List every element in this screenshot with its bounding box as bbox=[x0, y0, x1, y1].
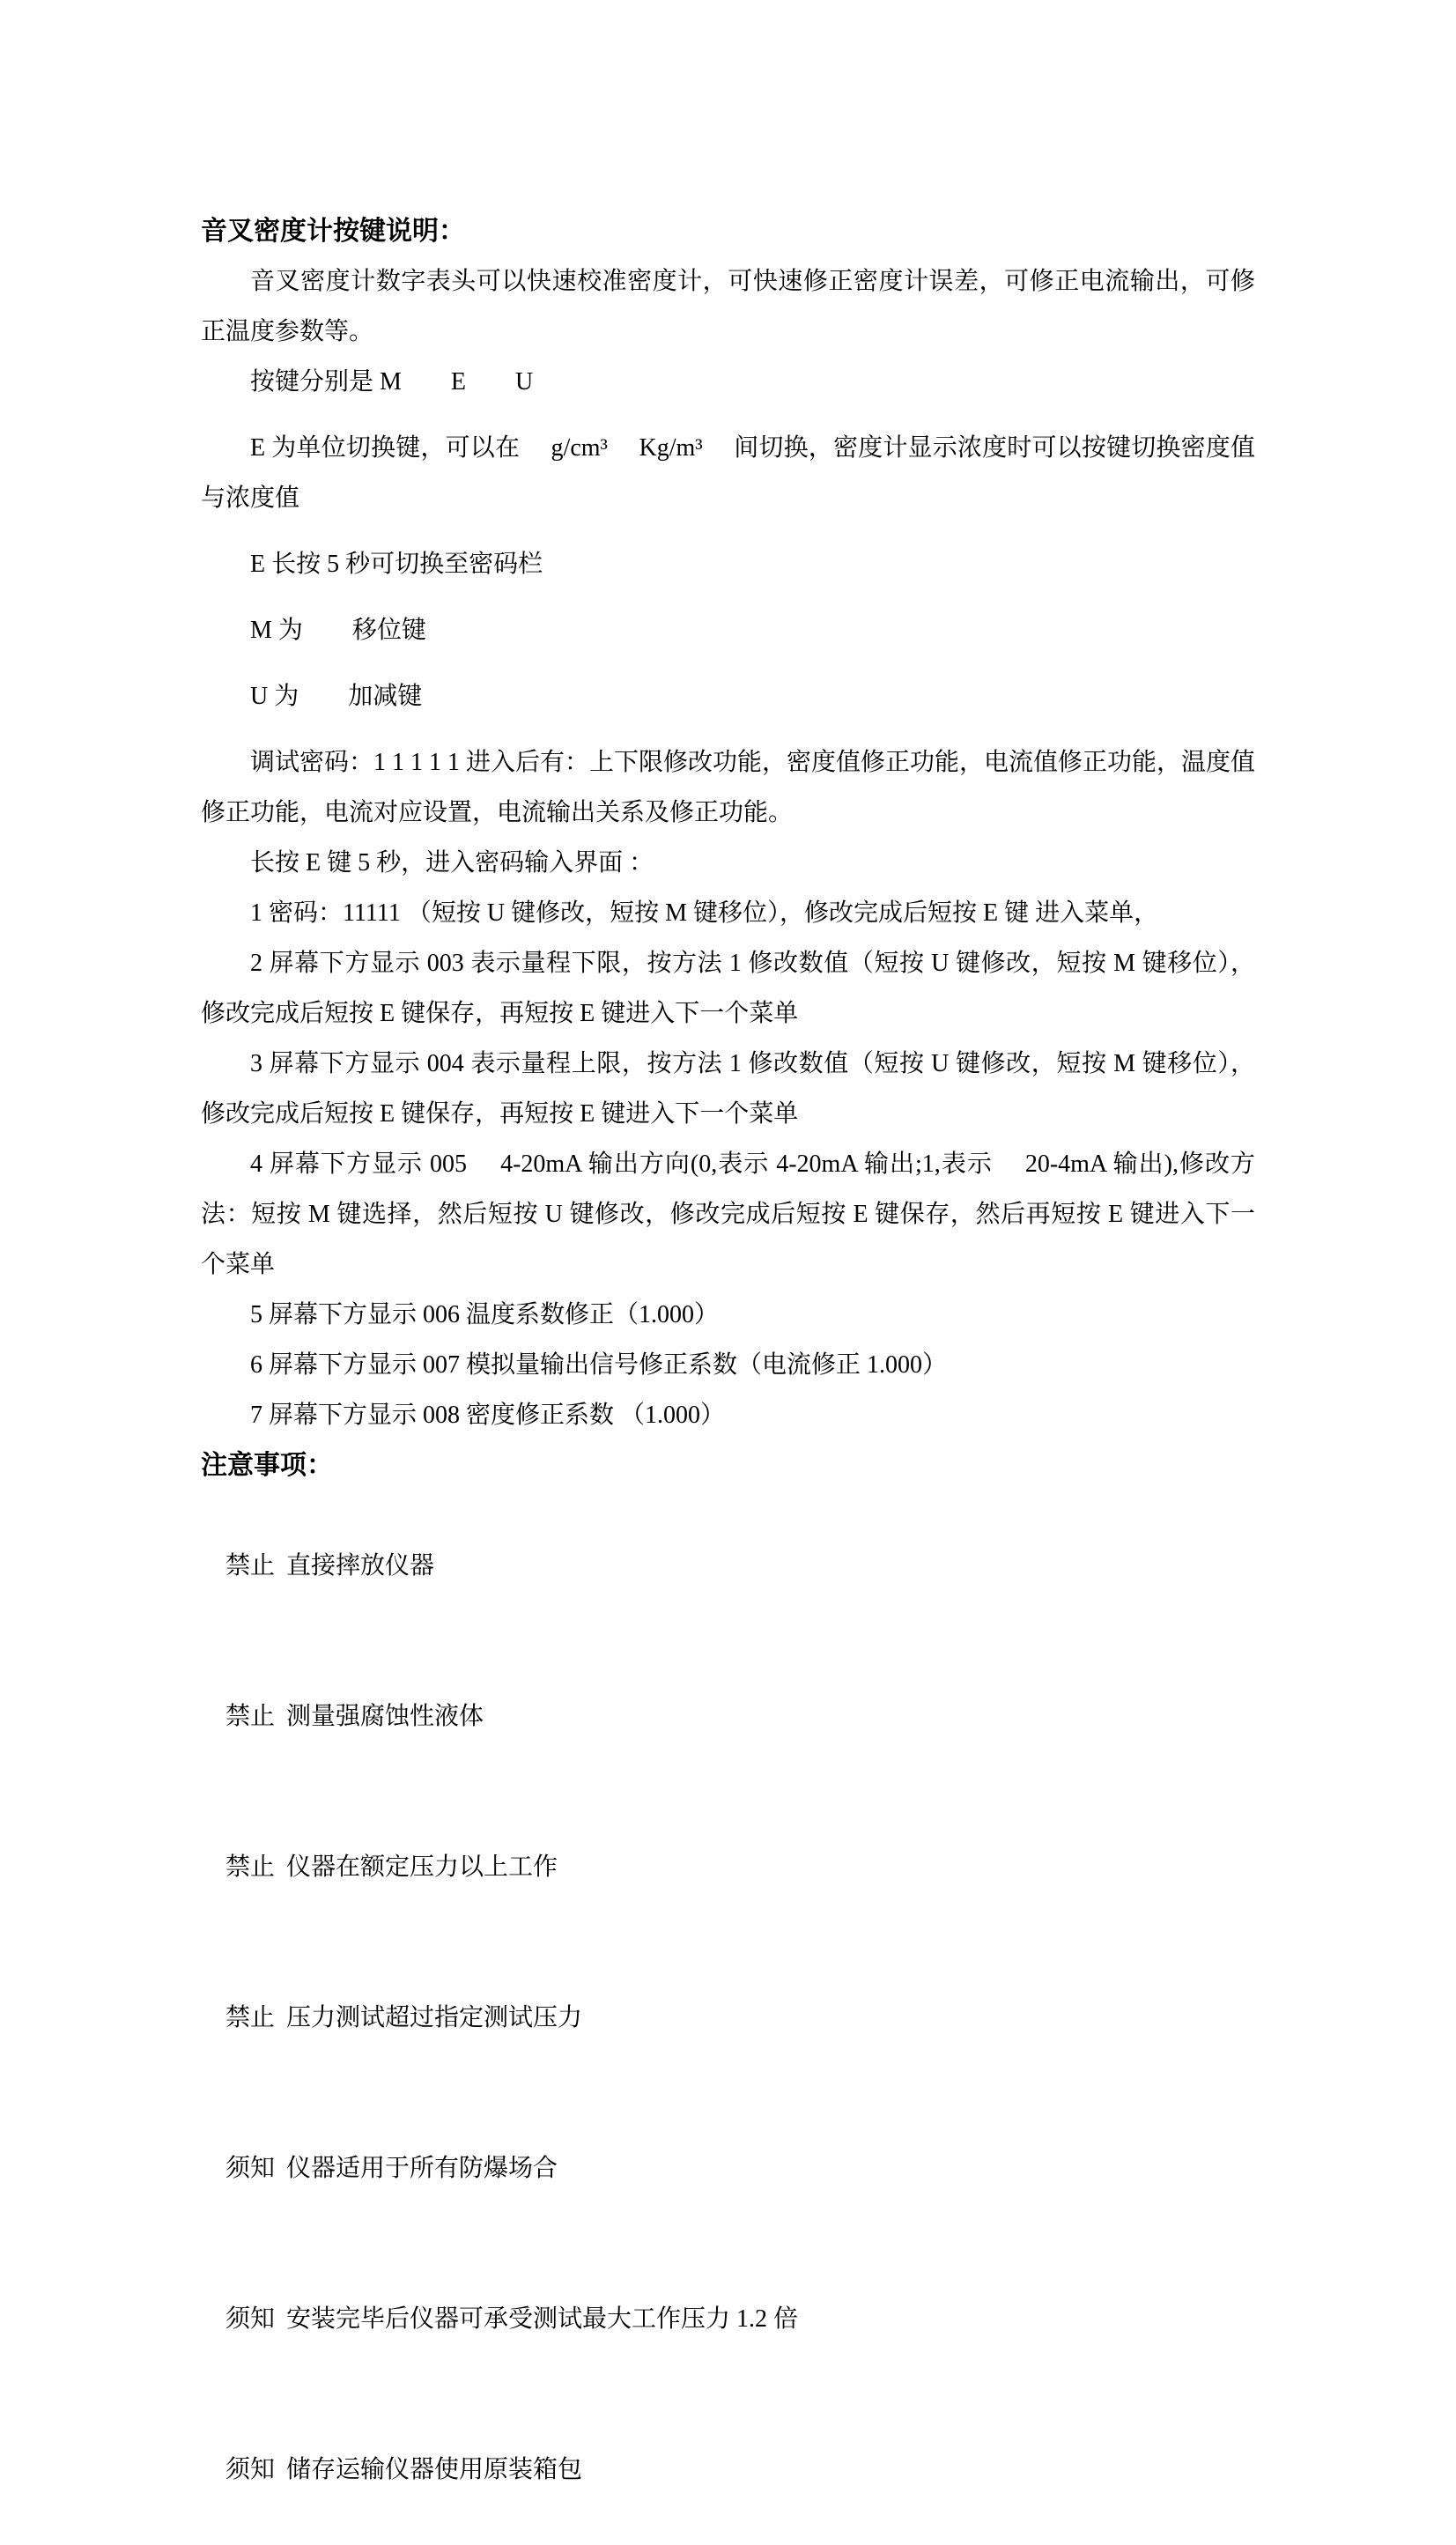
paragraph-enter-menu: 长按 E 键 5 秒，进入密码输入界面 ： bbox=[250, 849, 654, 877]
paragraph-step-4: 4 屏幕下方显示 005 4-20mA 输出方向(0,表示 4-20mA 输出;1,表示 20-4mA 输出),修改方法：短按 M 键选择，然后短按 U 键修改，修改完成后短按 E 键保存，然后再短按 E 键进入下一个菜单 bbox=[201, 1150, 1255, 1278]
note-item-know-explosion-proof bbox=[201, 2093, 1255, 2244]
note-text: 仪器在额定压力以上工作 bbox=[286, 1853, 558, 1881]
note-item-forbid-overpressure bbox=[201, 1792, 1255, 1942]
note-text: 储存运输仪器使用原装箱包 bbox=[286, 2456, 583, 2483]
paragraph-keys: 按键分别是 M E U bbox=[250, 368, 534, 396]
note-label: 须知 bbox=[225, 2155, 276, 2182]
paragraph-long-press-e: E 长按 5 秒可切换至密码栏 bbox=[250, 551, 543, 578]
note-item-know-original-packaging bbox=[201, 2394, 1255, 2545]
note-text: 压力测试超过指定测试压力 bbox=[286, 2004, 583, 2031]
note-label: 禁止 bbox=[225, 2004, 276, 2031]
note-text: 直接摔放仪器 bbox=[286, 1552, 435, 1580]
note-item-forbid-test-pressure bbox=[201, 1942, 1255, 2093]
note-label: 禁止 bbox=[225, 1703, 276, 1730]
paragraph-step-2: 2 屏幕下方显示 003 表示量程下限，按方法 1 修改数值（短按 U 键修改，短按 M 键移位），修改完成后短按 E 键保存，再短按 E 键进入下一个菜单 bbox=[201, 950, 1255, 1027]
note-label: 禁止 bbox=[225, 1552, 276, 1580]
paragraph-step-3: 3 屏幕下方显示 004 表示量程上限，按方法 1 修改数值（短按 U 键修改，短按 M 键移位），修改完成后短按 E 键保存，再短按 E 键进入下一个菜单 bbox=[201, 1050, 1255, 1128]
note-text: 测量强腐蚀性液体 bbox=[286, 1703, 484, 1730]
paragraph-intro: 音叉密度计数字表头可以快速校准密度计，可快速修正密度计误差，可修正电流输出，可修正温度参数等。 bbox=[201, 268, 1255, 345]
paragraph-m-key: M 为 移位键 bbox=[250, 617, 426, 644]
paragraph-unit-switch: E 为单位切换键，可以在 g/cm³ Kg/m³ 间切换，密度计显示浓度时可以按键切换密度值与浓度值 bbox=[201, 434, 1255, 512]
note-label: 禁止 bbox=[225, 1853, 276, 1881]
note-label: 须知 bbox=[225, 2305, 276, 2333]
paragraph-u-key: U 为 加减键 bbox=[250, 683, 423, 710]
note-item-forbid-corrosive bbox=[201, 1641, 1255, 1792]
note-item-know-max-pressure bbox=[201, 2244, 1255, 2394]
note-label: 须知 bbox=[225, 2456, 276, 2483]
notes-title: 注意事项： bbox=[201, 1451, 333, 1480]
paragraph-debug-password: 调试密码：1 1 1 1 1 进入后有：上下限修改功能，密度值修正功能，电流值修正功能，温度值修正功能，电流对应设置，电流输出关系及修正功能。 bbox=[201, 749, 1256, 826]
note-text: 安装完毕后仪器可承受测试最大工作压力 1.2 倍 bbox=[286, 2305, 799, 2333]
note-text: 仪器适用于所有防爆场合 bbox=[286, 2155, 558, 2182]
doc-title: 音叉密度计按键说明： bbox=[201, 217, 465, 246]
paragraph-step-5: 5 屏幕下方显示 006 温度系数修正（1.000） bbox=[250, 1301, 720, 1328]
paragraph-step-1: 1 密码：11111 （短按 U 键修改，短按 M 键移位），修改完成后短按 E 键 进入菜单， bbox=[250, 899, 1159, 927]
paragraph-step-7: 7 屏幕下方显示 008 密度修正系数 （1.000） bbox=[250, 1402, 726, 1429]
note-item-forbid-drop bbox=[201, 1491, 1255, 1641]
paragraph-step-6: 6 屏幕下方显示 007 模拟量输出信号修正系数（电流修正 1.000） bbox=[250, 1351, 948, 1379]
